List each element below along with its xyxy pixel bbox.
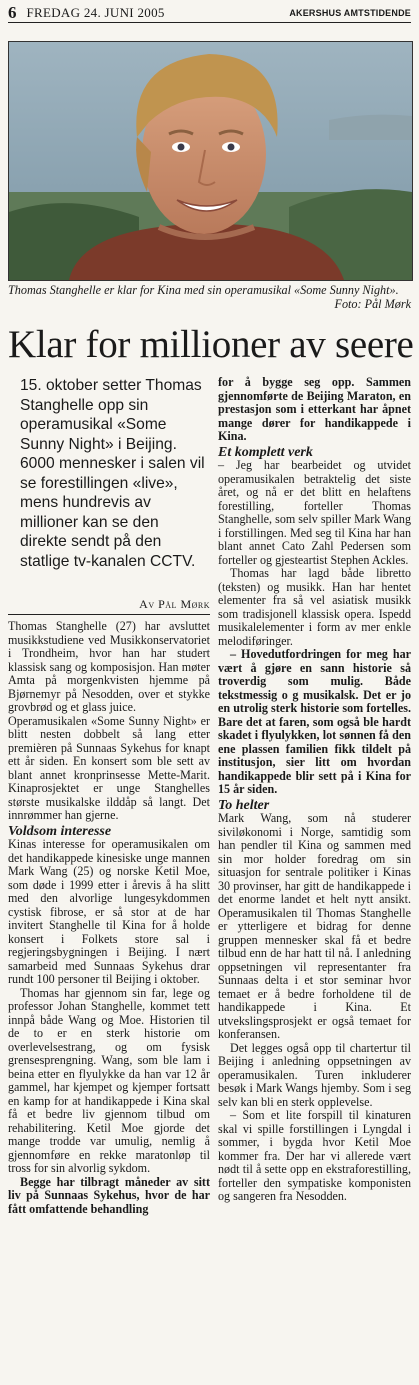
paragraph: Det legges også opp til chartertur til Beijing i anledning oppsetningen av operamusikalen. Turen inkluderer besøk i Mark Wangs hjemby. Som i seg selv kan bli en sterk opplevelse. [218, 1040, 411, 1109]
paragraph: – Som et lite forspill til kinaturen skal vi spille forstillingen i Lyngdal i sommer, i bygda hvor Ketil Moe kommer fra. Der har vi allerede vært nødt til å sette opp en ekstraforestilling, forteller den sympatiske komponisten og sangeren fra Nesodden. [218, 1108, 411, 1203]
paragraph: Begge har tilbragt måneder av sitt liv på Sunnaas Sykehus, hvor de har fått omfattende behandling [8, 1174, 210, 1216]
subheading: Voldsom interesse [8, 823, 112, 839]
lead-paragraph: 15. oktober setter Thomas Stanghelle opp sin operamusikal «Some Sunny Night» i Beijing. 6000 mennesker i salen vil se forestillingen «live», mens hundrevis av millioner kan se den direkte sendt på den statlige tv-kanalen CCTV. [20, 377, 205, 570]
right-column [218, 376, 411, 1204]
paragraph: Thomas har gjennom sin far, lege og professor Johan Stanghelle, kommet tett innpå både Wang og Moe. Historien til de to er en sterk historie om overlevelsestrang, og om fysisk grensesprengning. Wang, som ble lam i beina etter en flyulykke da han var 12 år gammel, har kjempet og kjemper fortsatt en kamp for at handikappede i Kina skal få et bedre liv gjennom tilbud om rehabilitering. Ketil Moe gjorde det mange trodde var umulig, nemlig å gjennomføre en rekke maratonløp til tross for sin alvorlig sykdom. [8, 985, 210, 1175]
masthead [8, 2, 411, 23]
paragraph: – Hovedutfordringen for meg har vært å gjøre en sann historie så troverdig som mulig. Både tekstmessig o g musikalsk. Det er jo en utrolig sterk historie som fortelles. Bare det at faren, som også ble hardt skadet i flyulykken, lot sønnen få den ene plassen familien fikk tildelt på institusjon, sier litt om hvordan handikappede blir sett på i Kina for 15 år siden. [218, 647, 411, 796]
paragraph: Operamusikalen «Some Sunny Night» er blitt nesten dobbelt så lang etter premièren på Sunnaas Sykehus for knapt ett år siden. En konsert som ble sett av blant annet kronprinsesse Mette-Marit. Kinaprosjektet er unge Stanghelles største musikalske ilddåp så langt. Det innrømmer han gjerne. [8, 713, 210, 822]
paragraph: Thomas har lagd både libretto (teksten) og musikk. Han har hentet elementer fra så vel asiatisk musikk som tradisjonell klassisk opera. Ispedd musikalelementer i form av mer enkle melodiføringer. [218, 566, 411, 648]
photo-credit: Foto: Pål Mørk [334, 297, 411, 311]
caption-text: Thomas Stanghelle er klar for Kina med sin operamusikal «Some Sunny Night». [8, 283, 399, 297]
paragraph: – Jeg har bearbeidet og utvidet operamusikalen betraktelig det siste året, og nå er det blitt en helaftens forestilling, forteller Thomas Stanghelle, som selv spiller Mark Wang i forstillingen. Med seg til Kina har han blant annet Cato Zahl Pedersen som forteller og gjesteartist Stephen Ackles. [218, 458, 411, 567]
byline: Av Pål Mørk [8, 597, 210, 615]
issue-date: FREDAG 24. JUNI 2005 [26, 5, 165, 20]
paragraph: Thomas Stanghelle (27) har avsluttet musikkstudiene ved Musikkonservatoriet i Trondheim, hvor han har studert klassisk sang og komposisjon. Han møter Amta på morgenkvisten hjemme på Bjørnemyr på Nesodden, over et stykke grovbrød og et glass juice. [8, 619, 210, 714]
headline: Klar for millioner av seere [8, 323, 414, 366]
paper-name: AKERSHUS AMTSTIDENDE [289, 8, 411, 18]
portrait-photo [8, 41, 413, 281]
portrait-illustration [9, 42, 412, 280]
paragraph: Kinas interesse for operamusikalen om det handikappede kinesiske unge mannen Mark Wang (25) og norske Ketil Moe, som døde i 1999 etter i årevis å ha slitt med den alvorlige lungesykdommen cystisk fibrose, er så stor at de har invitert Stanghelle til Kina for å holde konsert i Folkets store sal i regjeringsbygningen i Beijing. I nært samarbeid med Sunnaas Sykehus drar rundt 100 personer til Beijing i oktober. [8, 837, 210, 986]
left-column [8, 620, 210, 1216]
paragraph: Mark Wang, som nå studerer siviløkonomi i Norge, samtidig som han pendler til Kina og sammen med sin mor holder foredrag om sin situasjon for sentrale politiker i Kinas 30 provinser, har gitt de handikappede i det enorme landet et helt nytt ansikt. Operamusikalen til Thomas Stanghelle er ytterligere et bidrag for denne gruppen mennesker skal få et bedre tilbud enn de har hatt til nå. I anledning oppsetningen vil representanter fra Sunnaas delta i et stor seminar hvor temaet er å bedre forholdene til de handikappede i Kina. Et utvekslingsprosjekt er også temaet for konferansen. [218, 811, 411, 1041]
subheading: To helter [218, 797, 270, 813]
paragraph: for å bygge seg opp. Sammen gjennomførte de Beijing Maraton, en prestasjon som i etterkant har åpnet mange dører for handikappede i Kina. [218, 375, 411, 443]
photo-caption [8, 283, 411, 311]
subheading: Et komplett verk [218, 444, 313, 460]
page-number: 6 [8, 3, 17, 22]
